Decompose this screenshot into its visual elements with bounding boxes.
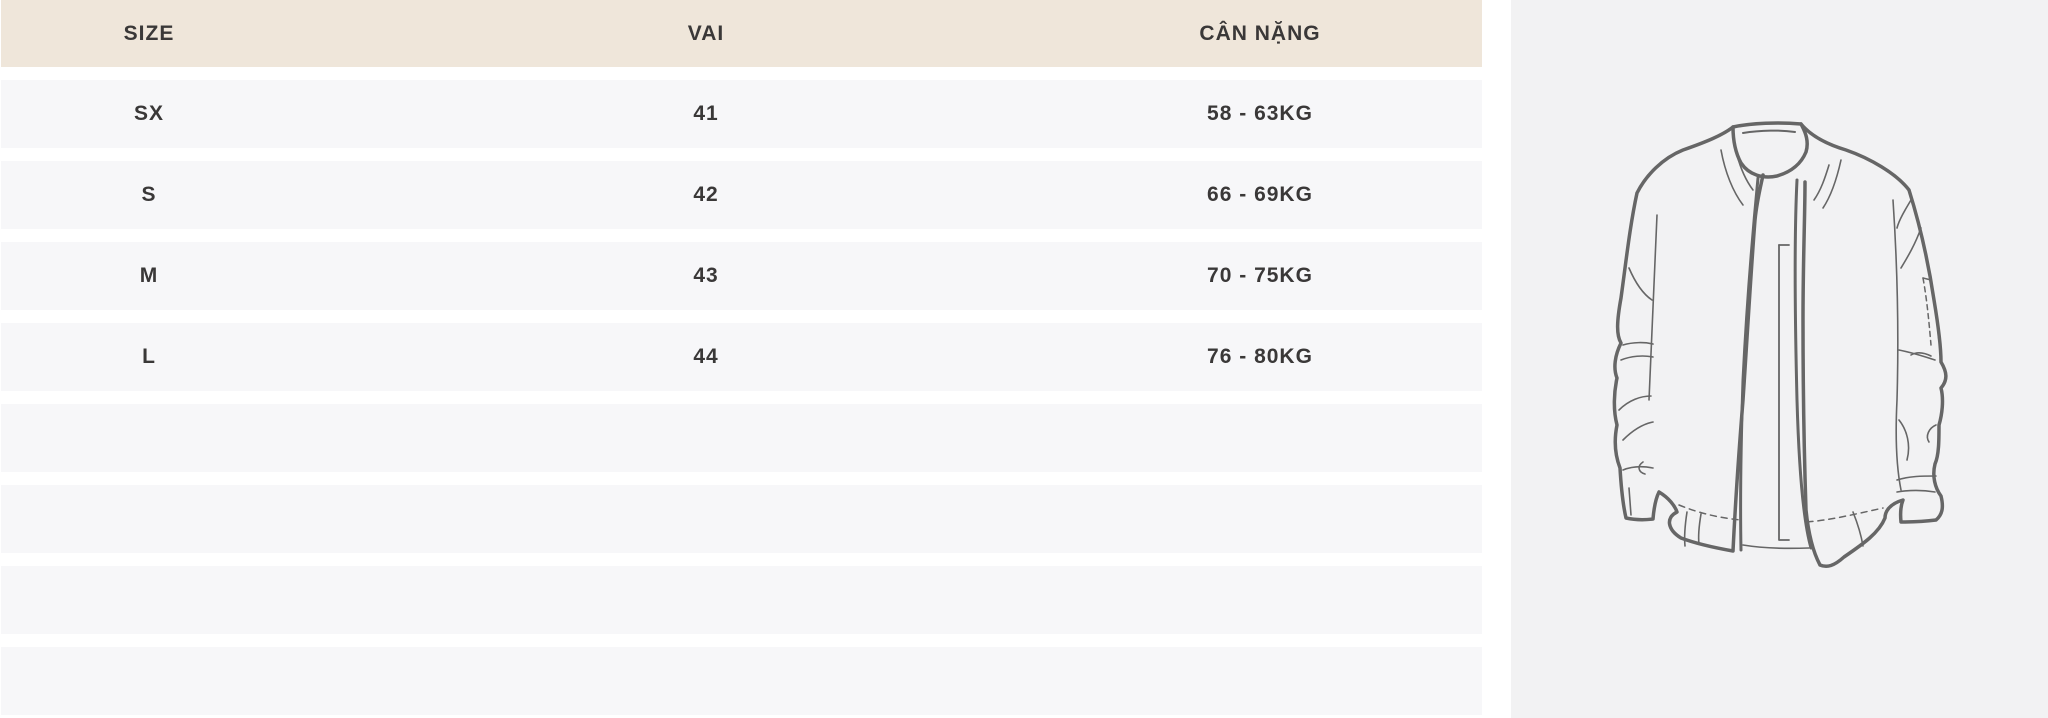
size-cell: S (141, 183, 157, 206)
weight-cell: 70 - 75KG (1207, 264, 1313, 287)
size-table (1, 0, 1482, 715)
size-cell: L (142, 345, 156, 368)
size-cell: M (139, 264, 159, 287)
product-illustration-panel (1511, 0, 2048, 718)
table-header (1, 0, 1482, 67)
header-size: SIZE (123, 21, 175, 45)
table-row-empty (1, 485, 1482, 553)
weight-cell: 58 - 63KG (1207, 102, 1313, 125)
table-row-empty (1, 566, 1482, 634)
table-row-empty (1, 647, 1482, 715)
table-row-empty (1, 404, 1482, 472)
weight-cell: 76 - 80KG (1207, 345, 1313, 368)
shoulder-cell: 42 (693, 183, 719, 206)
bomber-jacket-icon (1511, 0, 2048, 718)
weight-cell: 66 - 69KG (1207, 183, 1313, 206)
table-row (1, 242, 1482, 310)
table-row (1, 161, 1482, 229)
shoulder-cell: 44 (693, 345, 719, 368)
size-cell: SX (133, 102, 164, 125)
shoulder-cell: 43 (693, 264, 719, 287)
table-row (1, 80, 1482, 148)
header-shoulder: VAI (687, 21, 725, 45)
table-row (1, 323, 1482, 391)
header-weight: CÂN NẶNG (1199, 21, 1321, 45)
shoulder-cell: 41 (693, 102, 719, 125)
